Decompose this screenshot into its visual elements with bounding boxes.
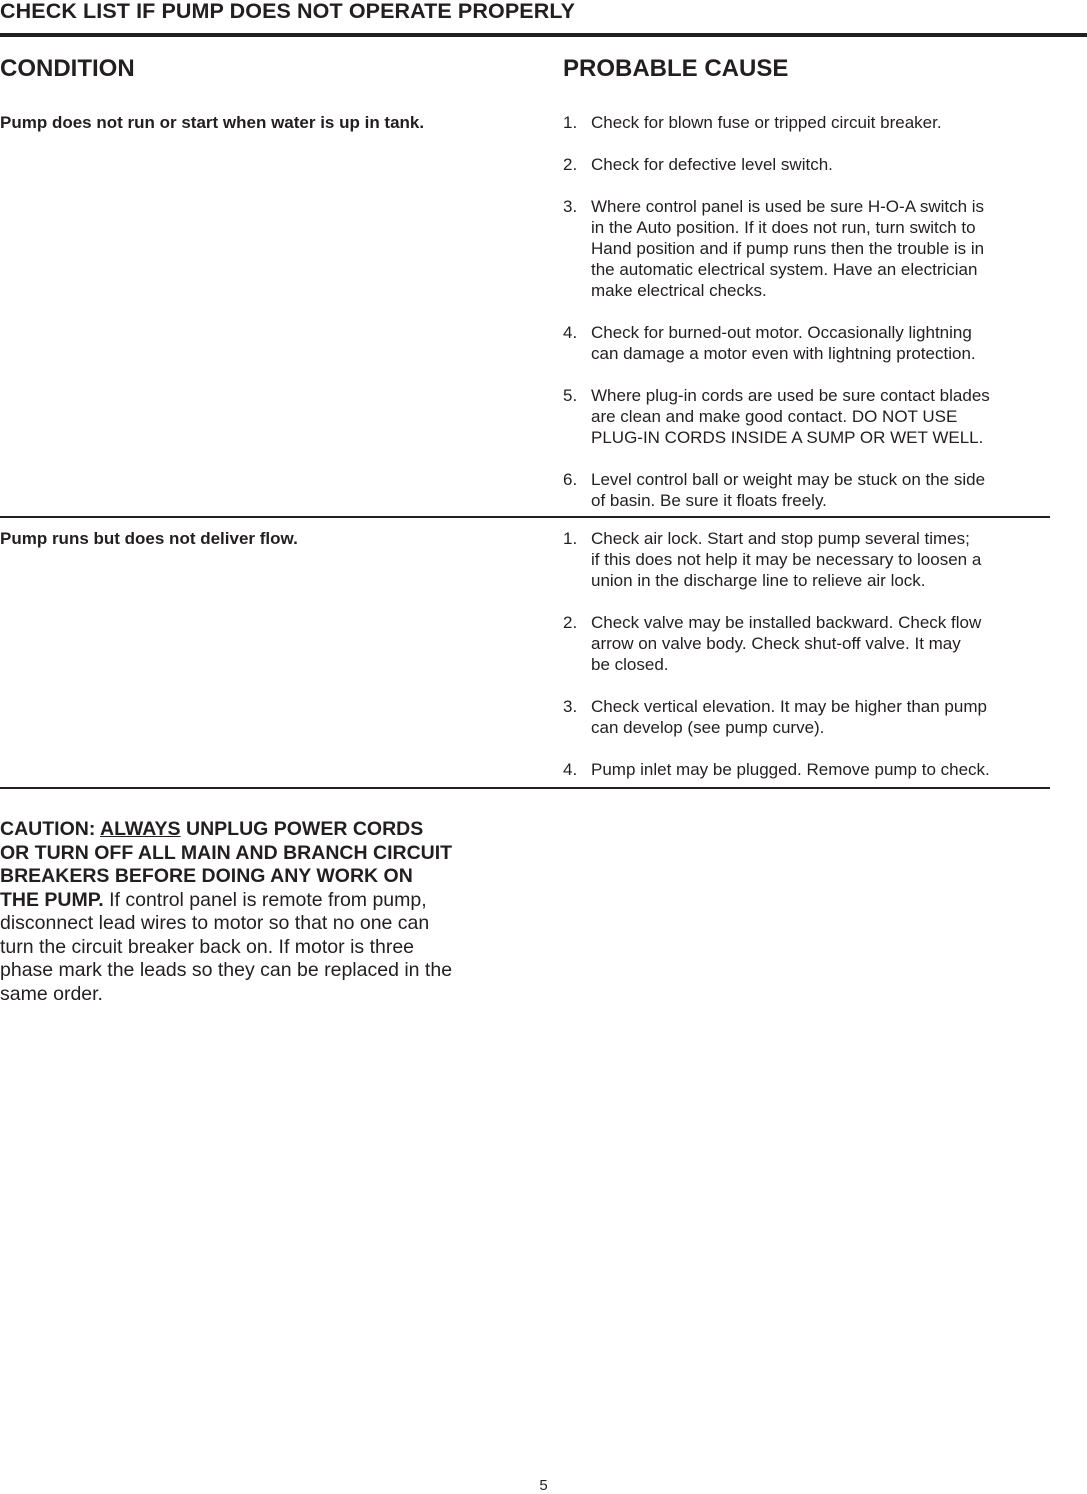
- caution-body-text: same order.: [0, 982, 103, 1005]
- cause-number: 2.: [563, 613, 578, 632]
- cause-line: arrow on valve body. Check shut-off valve. It may: [591, 634, 961, 653]
- probable-cause-column-header: PROBABLE CAUSE: [563, 55, 789, 82]
- cause-line: make electrical checks.: [591, 281, 767, 300]
- page-title: CHECK LIST IF PUMP DOES NOT OPERATE PROPERLY: [0, 0, 576, 23]
- cause-line: PLUG-IN CORDS INSIDE A SUMP OR WET WELL.: [591, 428, 984, 447]
- cause-item: [563, 759, 1043, 780]
- cause-line: Level control ball or weight may be stuck on the side: [591, 470, 986, 489]
- cause-line: Where plug-in cords are used be sure contact blades: [591, 386, 990, 405]
- cause-line: Check for blown fuse or tripped circuit breaker.: [591, 113, 942, 132]
- condition-text: Pump does not run or start when water is up in tank.: [0, 113, 425, 132]
- cause-number: 3.: [563, 697, 578, 716]
- title-divider: [0, 33, 1087, 37]
- cause-number: 1.: [563, 529, 578, 548]
- caution-body-text: turn the circuit breaker back on. If motor is three: [0, 935, 415, 958]
- caution-notice: [0, 818, 500, 1006]
- cause-line: Where control panel is used be sure H-O-A switch is: [591, 197, 985, 216]
- cause-line: Check valve may be installed backward. Check flow: [591, 613, 982, 632]
- cause-line: Check for burned-out motor. Occasionally lightning: [591, 323, 972, 342]
- caution-bold-text: THE PUMP.: [0, 888, 104, 911]
- caution-body-text: phase mark the leads so they can be replaced in the: [0, 959, 453, 981]
- cause-line: union in the discharge line to relieve air lock.: [591, 571, 926, 590]
- row-divider: [0, 787, 1050, 789]
- cause-number: 4.: [563, 760, 578, 779]
- cause-item: [563, 112, 1043, 133]
- cause-number: 5.: [563, 386, 578, 405]
- cause-item: [563, 612, 1043, 675]
- cause-line: the automatic electrical system. Have an electrician: [591, 260, 978, 279]
- condition-column-header: CONDITION: [0, 55, 135, 82]
- cause-number: 2.: [563, 155, 578, 174]
- cause-item: [563, 385, 1043, 448]
- cause-line: be closed.: [591, 655, 669, 674]
- cause-number: 4.: [563, 323, 578, 342]
- cause-line: are clean and make good contact. DO NOT USE: [591, 407, 958, 426]
- page-number: 5: [539, 1477, 548, 1494]
- cause-line: if this does not help it may be necessary to loosen a: [591, 550, 982, 569]
- cause-line: Check for defective level switch.: [591, 155, 833, 174]
- caution-body-text: disconnect lead wires to motor so that no one can: [0, 912, 430, 934]
- caution-label: CAUTION:: [0, 818, 101, 840]
- caution-bold-text: UNPLUG POWER CORDS: [180, 818, 424, 840]
- condition-text: Pump runs but does not deliver flow.: [0, 529, 298, 548]
- caution-bold-text: BREAKERS BEFORE DOING ANY WORK ON: [0, 865, 413, 887]
- cause-number: 3.: [563, 197, 578, 216]
- cause-line: of basin. Be sure it floats freely.: [591, 491, 827, 510]
- cause-line: Check air lock. Start and stop pump several times;: [591, 529, 970, 548]
- cause-line: Check vertical elevation. It may be higher than pump: [591, 697, 987, 716]
- probable-cause-list: [563, 112, 1043, 511]
- cause-number: 1.: [563, 113, 578, 132]
- cause-line: can develop (see pump curve).: [591, 718, 825, 737]
- probable-cause-list: [563, 528, 1043, 780]
- caution-bold-text: OR TURN OFF ALL MAIN AND BRANCH CIRCUIT: [0, 841, 453, 864]
- cause-number: 6.: [563, 470, 578, 489]
- cause-item: [563, 469, 1043, 511]
- cause-item: [563, 696, 1043, 738]
- cause-item: [563, 528, 1043, 591]
- caution-emphasis: ALWAYS: [100, 818, 181, 840]
- cause-line: in the Auto position. If it does not run, turn switch to: [591, 218, 976, 237]
- caution-body-text: If control panel is remote from pump,: [103, 888, 427, 911]
- cause-item: [563, 154, 1043, 175]
- cause-line: Hand position and if pump runs then the trouble is in: [591, 239, 985, 258]
- cause-line: Pump inlet may be plugged. Remove pump to check.: [591, 760, 990, 779]
- row-divider: [0, 516, 1050, 518]
- cause-item: [563, 196, 1043, 301]
- cause-item: [563, 322, 1043, 364]
- cause-line: can damage a motor even with lightning protection.: [591, 344, 976, 363]
